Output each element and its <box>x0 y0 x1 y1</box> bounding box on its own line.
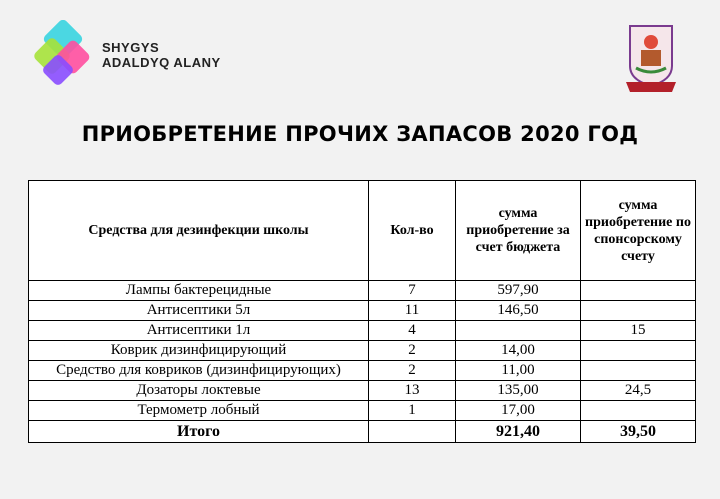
cell-sponsor <box>581 361 696 381</box>
cell-budget: 146,50 <box>456 301 581 321</box>
total-sponsor: 39,50 <box>581 421 696 443</box>
cell-qty: 2 <box>369 361 456 381</box>
header-qty: Кол-во <box>369 181 456 281</box>
table-row <box>29 341 696 361</box>
cell-item: Средство для ковриков (дизинфицирующих) <box>29 361 369 381</box>
table-row <box>29 321 696 341</box>
cell-budget: 135,00 <box>456 381 581 401</box>
cell-qty: 13 <box>369 381 456 401</box>
school-emblem-icon <box>622 20 680 96</box>
cell-budget: 11,00 <box>456 361 581 381</box>
header-item: Средства для дезинфекции школы <box>29 181 369 281</box>
cell-item: Дозаторы локтевые <box>29 381 369 401</box>
brand-line-2: ADALDYQ ALANY <box>102 55 221 70</box>
brand-line-1: SHYGYS <box>102 40 160 55</box>
cell-sponsor: 15 <box>581 321 696 341</box>
table-row <box>29 301 696 321</box>
header-budget: сумма приобретение за счет бюджета <box>456 181 581 281</box>
cell-item: Коврик дизинфицирующий <box>29 341 369 361</box>
supplies-table <box>28 180 696 443</box>
cell-sponsor: 24,5 <box>581 381 696 401</box>
cell-sponsor <box>581 301 696 321</box>
brand-logo-icon <box>34 20 94 88</box>
cell-sponsor <box>581 401 696 421</box>
brand-name <box>102 40 221 70</box>
table-row <box>29 361 696 381</box>
cell-item: Антисептики 5л <box>29 301 369 321</box>
cell-sponsor <box>581 281 696 301</box>
page-title: ПРИОБРЕТЕНИЕ ПРОЧИХ ЗАПАСОВ 2020 ГОД <box>81 122 639 146</box>
cell-qty: 2 <box>369 341 456 361</box>
cell-item: Термометр лобный <box>29 401 369 421</box>
table-row <box>29 401 696 421</box>
table-header-row <box>29 181 696 281</box>
header-sponsor: сумма приобретение по спонсорскому счету <box>581 181 696 281</box>
cell-item: Лампы бактерецидные <box>29 281 369 301</box>
cell-qty: 11 <box>369 301 456 321</box>
cell-sponsor <box>581 341 696 361</box>
table-total-row <box>29 421 696 443</box>
total-qty <box>369 421 456 443</box>
total-budget: 921,40 <box>456 421 581 443</box>
cell-budget: 597,90 <box>456 281 581 301</box>
cell-budget: 14,00 <box>456 341 581 361</box>
cell-budget <box>456 321 581 341</box>
cell-qty: 4 <box>369 321 456 341</box>
table-row <box>29 381 696 401</box>
cell-qty: 7 <box>369 281 456 301</box>
cell-item: Антисептики 1л <box>29 321 369 341</box>
cell-qty: 1 <box>369 401 456 421</box>
table-row <box>29 281 696 301</box>
total-label: Итого <box>29 421 369 443</box>
cell-budget: 17,00 <box>456 401 581 421</box>
